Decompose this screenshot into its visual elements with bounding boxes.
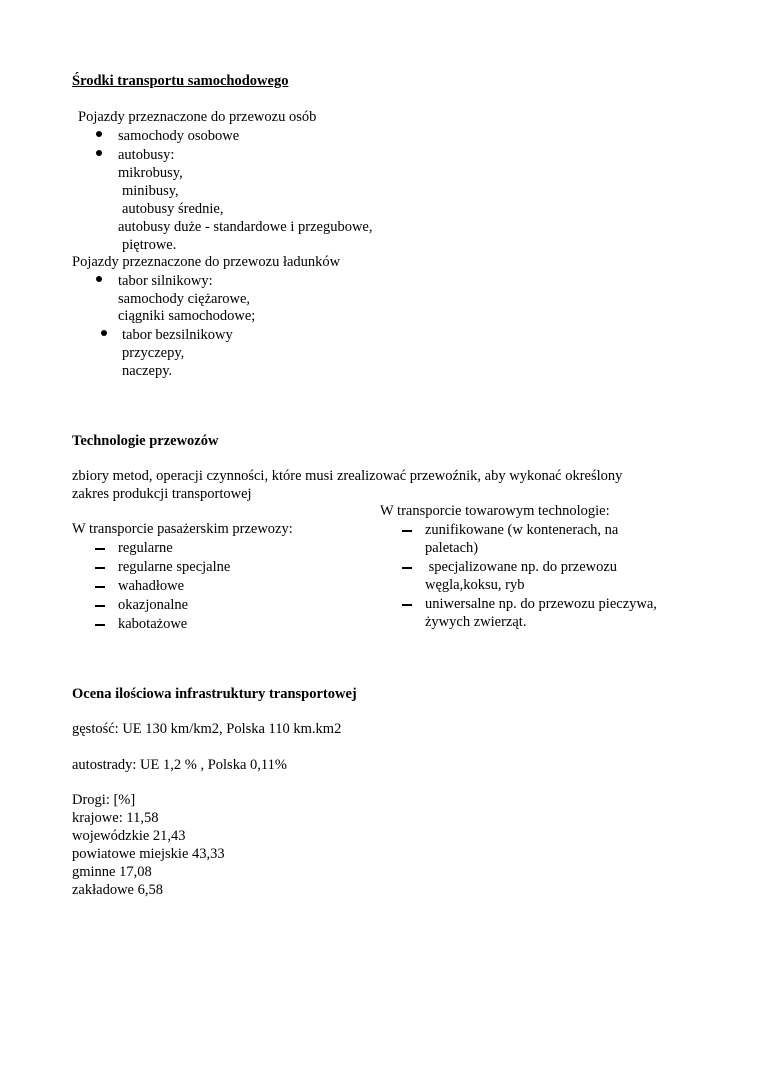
section-title-infrastructure: Ocena ilościowa infrastruktury transportowej xyxy=(72,686,357,702)
definition-line: zbiory metod, operacji czynności, które musi zrealizować przewoźnik, aby wykonać określony xyxy=(72,468,623,484)
list-item: wahadłowe xyxy=(118,578,185,594)
list-item: paletach) xyxy=(425,540,479,556)
road-item: wojewódzkie 21,43 xyxy=(72,828,186,844)
list-item: autobusy: xyxy=(118,147,175,163)
cargo-intro: Pojazdy przeznaczone do przewozu ładunków xyxy=(72,254,341,270)
dash-icon xyxy=(95,624,105,626)
list-item: żywych zwierząt. xyxy=(425,614,527,630)
motorways-text: autostrady: UE 1,2 % , Polska 0,11% xyxy=(72,757,287,773)
list-item: regularne specjalne xyxy=(118,559,231,575)
section-title-technologies: Technologie przewozów xyxy=(72,433,219,449)
list-item: kabotażowe xyxy=(118,616,188,632)
list-item: piętrowe. xyxy=(122,237,177,253)
bullet-icon xyxy=(96,150,102,156)
dash-icon xyxy=(402,604,412,606)
list-item: autobusy średnie, xyxy=(122,201,224,217)
definition-line: zakres produkcji transportowej xyxy=(72,486,252,502)
bullet-icon xyxy=(96,276,102,282)
bullet-icon xyxy=(101,330,107,336)
list-item: specjalizowane np. do przewozu xyxy=(425,559,618,575)
dash-icon xyxy=(95,586,105,588)
list-item: samochody ciężarowe, xyxy=(118,291,251,307)
dash-icon xyxy=(95,567,105,569)
road-item: zakładowe 6,58 xyxy=(72,882,163,898)
passenger-heading: W transporcie pasażerskim przewozy: xyxy=(72,521,293,537)
list-item: regularne xyxy=(118,540,173,556)
passengers-intro: Pojazdy przeznaczone do przewozu osób xyxy=(78,109,317,125)
list-item: zunifikowane (w kontenerach, na xyxy=(425,522,619,538)
list-item: naczepy. xyxy=(122,363,173,379)
list-item: tabor silnikowy: xyxy=(118,273,213,289)
road-item: powiatowe miejskie 43,33 xyxy=(72,846,225,862)
list-item: mikrobusy, xyxy=(118,165,183,181)
list-item: uniwersalne np. do przewozu pieczywa, xyxy=(425,596,657,612)
density-text: gęstość: UE 130 km/km2, Polska 110 km.km2 xyxy=(72,721,342,737)
dash-icon xyxy=(402,567,412,569)
list-item: węgla,koksu, ryb xyxy=(425,577,525,593)
list-item: autobusy duże - standardowe i przegubowe, xyxy=(118,219,373,235)
dash-icon xyxy=(95,605,105,607)
freight-heading: W transporcie towarowym technologie: xyxy=(380,503,610,519)
dash-icon xyxy=(95,548,105,550)
list-item: tabor bezsilnikowy xyxy=(122,327,233,343)
road-item: krajowe: 11,58 xyxy=(72,810,159,826)
list-item: ciągniki samochodowe; xyxy=(118,308,256,324)
list-item: przyczepy, xyxy=(122,345,185,361)
list-item: samochody osobowe xyxy=(118,128,240,144)
roads-heading: Drogi: [%] xyxy=(72,792,136,808)
section-title-vehicles: Środki transportu samochodowego xyxy=(72,73,289,89)
list-item: okazjonalne xyxy=(118,597,189,613)
bullet-icon xyxy=(96,131,102,137)
road-item: gminne 17,08 xyxy=(72,864,152,880)
dash-icon xyxy=(402,530,412,532)
list-item: minibusy, xyxy=(122,183,179,199)
